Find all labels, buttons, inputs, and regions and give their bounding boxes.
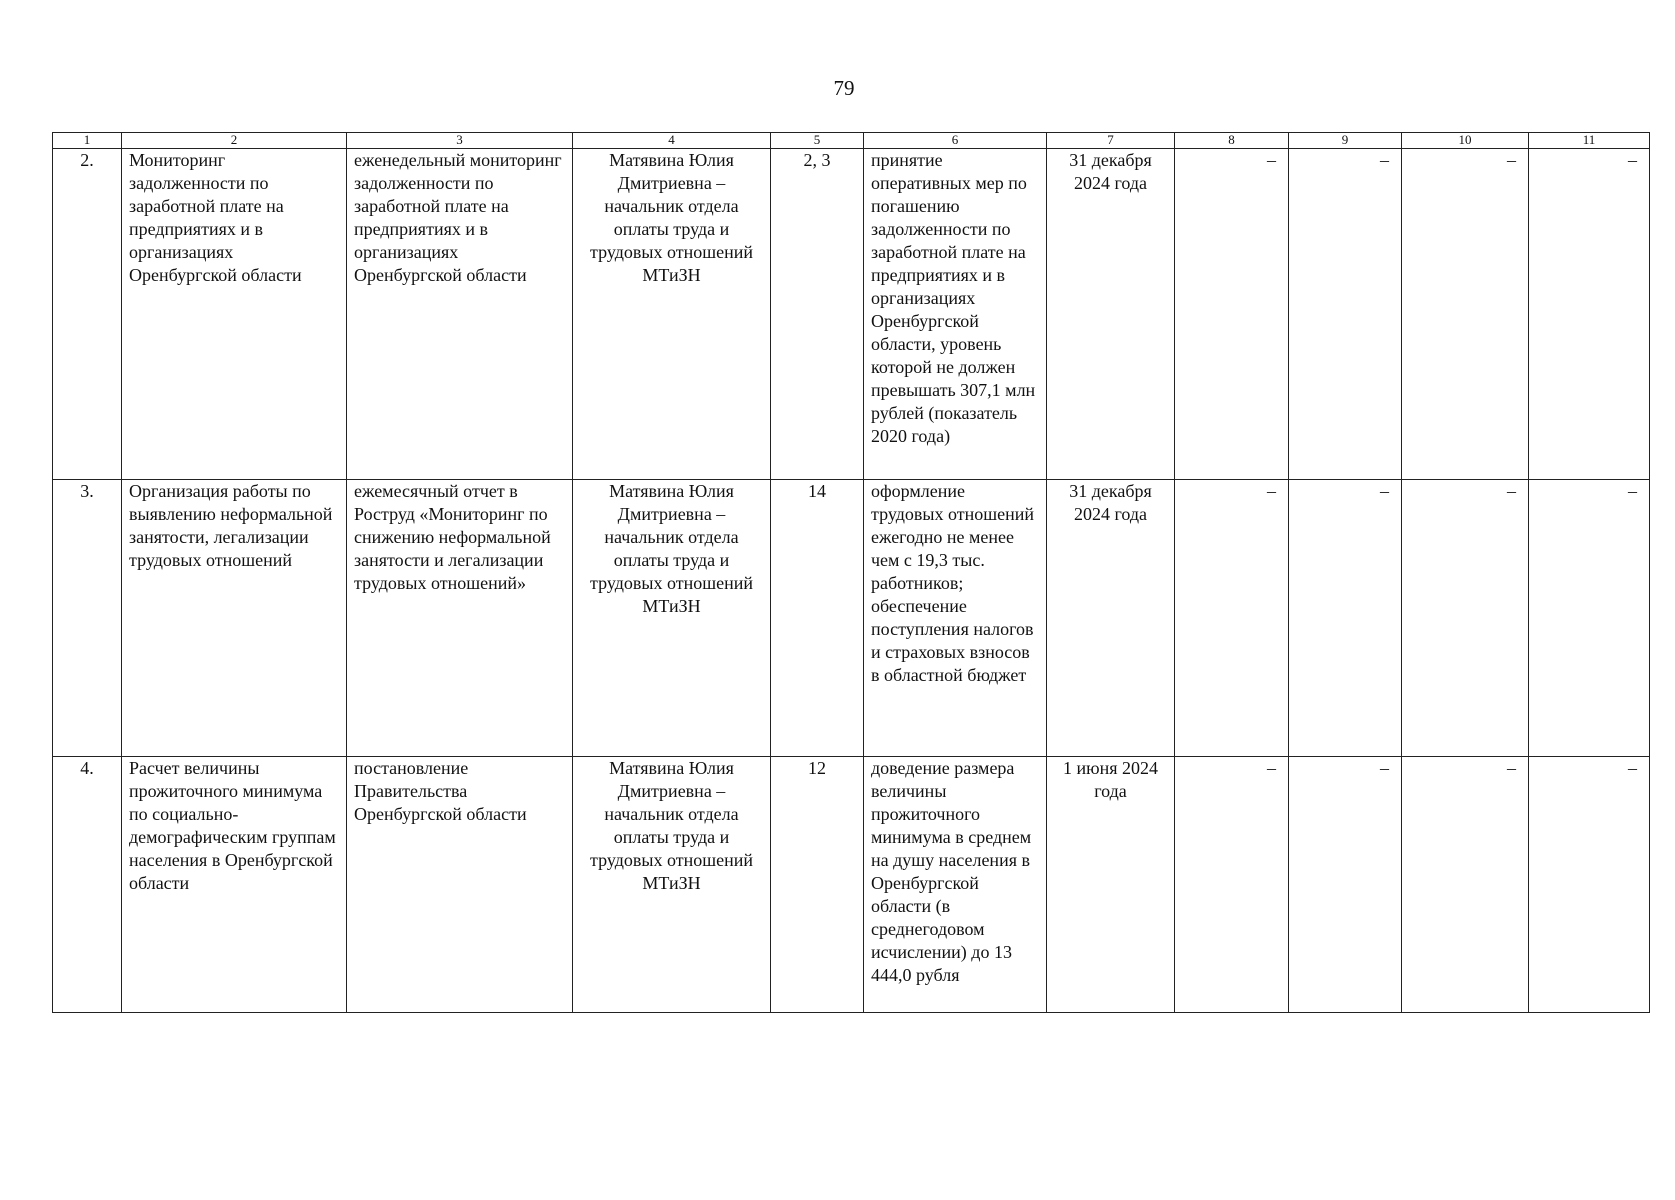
dash-cell: –	[1529, 480, 1650, 757]
column-number: 3	[347, 133, 573, 149]
event-name: Расчет величины прожиточного минимума по социально-демографическим группам населения в Оренбургской области	[122, 757, 347, 1013]
dash-cell: –	[1289, 757, 1402, 1013]
deadline: 31 декабря 2024 года	[1047, 480, 1175, 757]
column-number-row	[53, 133, 1650, 149]
row-number: 3.	[53, 480, 122, 757]
column-number: 11	[1529, 133, 1650, 149]
row-number: 4.	[53, 757, 122, 1013]
expected-result: доведение размера величины прожиточного минимума в среднем на душу населения в Оренбургской области (в среднегодовом исчислении) до 13 444,0 рубля	[864, 757, 1047, 1013]
deadline: 1 июня 2024 года	[1047, 757, 1175, 1013]
indicator-ref: 14	[771, 480, 864, 757]
dash-cell: –	[1175, 149, 1289, 480]
row-number: 2.	[53, 149, 122, 480]
column-number: 10	[1402, 133, 1529, 149]
table-row	[53, 149, 1650, 480]
dash-cell: –	[1402, 480, 1529, 757]
dash-cell: –	[1402, 149, 1529, 480]
event-form: еженедельный мониторинг задолженности по заработной плате на предприятиях и в организациях Оренбургской области	[347, 149, 573, 480]
plan-table	[52, 132, 1650, 1013]
expected-result: принятие оперативных мер по погашению задолженности по заработной плате на предприятиях и в организациях Оренбургской области, уровень которой не должен превышать 307,1 млн рублей (показатель 2020 года)	[864, 149, 1047, 480]
column-number: 1	[53, 133, 122, 149]
dash-cell: –	[1175, 480, 1289, 757]
event-name: Организация работы по выявлению неформальной занятости, легализации трудовых отношений	[122, 480, 347, 757]
event-name: Мониторинг задолженности по заработной плате на предприятиях и в организациях Оренбургской области	[122, 149, 347, 480]
column-number: 9	[1289, 133, 1402, 149]
indicator-ref: 12	[771, 757, 864, 1013]
dash-cell: –	[1529, 757, 1650, 1013]
responsible-person: Матявина Юлия Дмитриевна – начальник отдела оплаты труда и трудовых отношений МТиЗН	[573, 480, 771, 757]
event-form: постановление Правительства Оренбургской области	[347, 757, 573, 1013]
dash-cell: –	[1289, 149, 1402, 480]
dash-cell: –	[1402, 757, 1529, 1013]
indicator-ref: 2, 3	[771, 149, 864, 480]
column-number: 5	[771, 133, 864, 149]
dash-cell: –	[1529, 149, 1650, 480]
responsible-person: Матявина Юлия Дмитриевна – начальник отдела оплаты труда и трудовых отношений МТиЗН	[573, 149, 771, 480]
dash-cell: –	[1289, 480, 1402, 757]
table-row	[53, 757, 1650, 1013]
column-number: 8	[1175, 133, 1289, 149]
deadline: 31 декабря 2024 года	[1047, 149, 1175, 480]
dash-cell: –	[1175, 757, 1289, 1013]
column-number: 6	[864, 133, 1047, 149]
column-number: 2	[122, 133, 347, 149]
page-number: 79	[833, 76, 855, 100]
column-number: 7	[1047, 133, 1175, 149]
column-number: 4	[573, 133, 771, 149]
responsible-person: Матявина Юлия Дмитриевна – начальник отдела оплаты труда и трудовых отношений МТиЗН	[573, 757, 771, 1013]
event-form: ежемесячный отчет в Роструд «Мониторинг по снижению неформальной занятости и легализации трудовых отношений»	[347, 480, 573, 757]
expected-result: оформление трудовых отношений ежегодно не менее чем с 19,3 тыс. работников; обеспечение поступления налогов и страховых взносов в областной бюджет	[864, 480, 1047, 757]
table-row	[53, 480, 1650, 757]
